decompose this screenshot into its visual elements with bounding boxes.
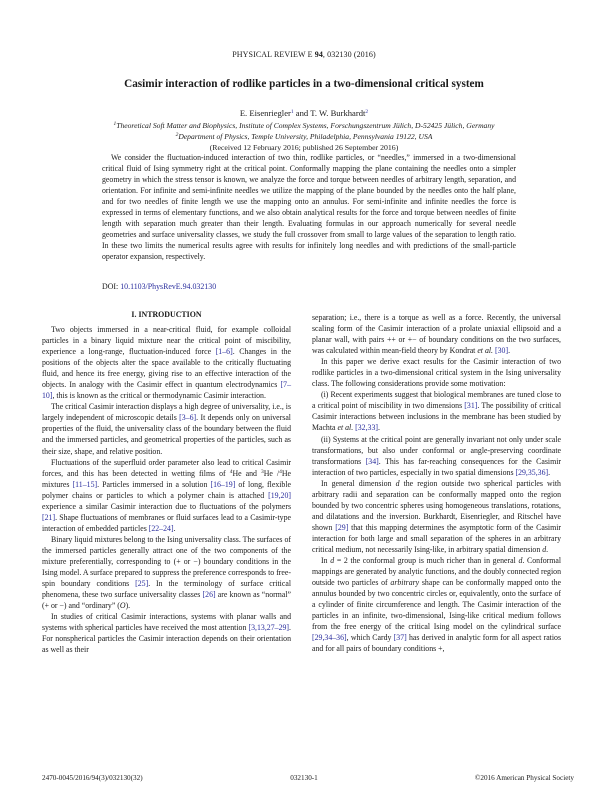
footer-page-number: 032130-1 (290, 774, 318, 782)
paper-title: Casimir interaction of rodlike particles in a two-dimensional critical system (124, 78, 484, 90)
abstract (102, 152, 516, 262)
citation-link[interactable]: [31] (464, 401, 478, 411)
citation-link[interactable]: [32,33] (355, 423, 379, 433)
citation-link[interactable]: [29,35,36] (515, 467, 549, 477)
citation-link[interactable]: [16–19] (210, 479, 236, 489)
citation-link[interactable]: [22–24] (148, 523, 174, 533)
abstract-text: We consider the fluctuation-induced interaction of two thin, rodlike particles, or “needles,” immersed in a two-dimensional critical fluid of Ising symmetry right at the critical point. Conformally mapping the plane containing the needles onto a simpler geometry in which the stress tensor is known, we analyze the force and torque between needles of arbitrary length, separation, and orientation. For infinite and semi-infinite needles we utilize the mapping of the plane bounded by the needles onto the half plane, and for two needles of finite length we use the mapping onto an annulus. For semi-infinite and infinite needles the force is expressed in terms of elementary functions, and we also obtain analytical results for the force and torque between needles of finite length with separation much greater than their length. Evaluating formulas in our approach numerically for several needle geometries and surface universality classes, we study the full crossover from small to large values of the separation to length ratio. In these two limits the numerical results agree with results for infinitely long needles and with predictions of the small-particle operator expansion, respectively. (102, 153, 516, 262)
footer-copyright: ©2016 American Physical Society (474, 774, 574, 782)
citation-link[interactable]: [11–15] (72, 479, 98, 489)
paragraph: (i) Recent experiments suggest that biological membranes are tuned close to a critical point of miscibility in two dimensions [31]. The possibility of critical Casimir interactions between inclusions in the membrane has been studied by Machta et al. [32,33]. (312, 390, 561, 433)
citation-link[interactable]: [19,20] (268, 490, 291, 500)
citation-link[interactable]: [30] (494, 346, 509, 356)
journal-name: PHYSICAL REVIEW E (232, 50, 315, 59)
received-dates: (Received 12 February 2016; published 26 September 2016) (209, 143, 399, 152)
paragraph: (ii) Systems at the critical point are generally invariant not only under scale transformations, but also under conformal or angle-preserving coordinate transformations [34]. This has far-reaching consequences for the Casimir interaction of two particles, especially in two spatial dimensions [29,35,36]. (312, 434, 561, 477)
paragraph: In general dimension d the region outside two spherical particles with arbitrary radii and separation can be conformally mapped onto the region bounded by two concentric spheres using homogeneous translations, rotations, and dilatations and the inversion. Burkhardt, Eisenriegler, and Ritschel have shown [29] that this mapping determines the asymptotic form of the Casimir interaction for both large and small separation of the spheres in an arbitrary critical medium, not necessarily Ising-like, in arbitrary spatial dimension d. (312, 478, 561, 554)
citation-link[interactable]: [1–6] (215, 347, 233, 357)
paragraph: Binary liquid mixtures belong to the Ising universality class. The surfaces of the immersed particles generally attract one of the two components of the mixture preferentially, corresponding to (+ or −) boundary conditions in the Ising model. A surface prepared to suppress the preference corresponds to free-spin boundary conditions [25]. In the terminology of surface critical phenomena, these two surface universality classes [26] are known as “normal” (+ or −) and “ordinary” (O). (42, 534, 291, 611)
citation-link[interactable]: [3,13,27–29] (248, 623, 290, 633)
journal-header (0, 50, 608, 59)
paragraph: In studies of critical Casimir interactions, systems with planar walls and systems with spherical particles have received the most attention [3,13,27–29]. For nonspherical particles the Casimir interaction depends on their orientation as well as their (42, 612, 291, 655)
affiliation (0, 132, 608, 141)
citation-link[interactable]: [7–10] (42, 380, 291, 401)
affiliation (0, 121, 608, 130)
author-connector: and (293, 108, 311, 118)
citation-link[interactable]: [34] (365, 456, 379, 466)
doi (102, 282, 216, 291)
journal-article-info: , 032130 (2016) (322, 50, 376, 59)
paragraph: In this paper we derive exact results for the Casimir interaction of two rodlike particles in a two-dimensional critical system in the Ising universality class. The following considerations provide some motivation: (312, 357, 561, 389)
citation-link[interactable]: [26] (202, 590, 216, 600)
paragraph: separation; i.e., there is a torque as well as a force. Recently, the universal scaling form of the Casimir interaction of a prolate uniaxial ellipsoid and a planar wall, with pairs ++ or +− of boundary conditions on the two surfaces, was calculated within mean-field theory by Kondrat et al. [30]. (312, 313, 561, 356)
affiliation-marker: 2 (175, 132, 179, 138)
author-name: E. Eisenriegler (239, 108, 291, 118)
doi-label: DOI: (102, 282, 121, 291)
citation-link[interactable]: [29] (335, 522, 349, 532)
citation-link[interactable]: [37] (393, 633, 407, 643)
author-name: T. W. Burkhardt (310, 108, 366, 118)
affiliation-marker: 1 (113, 121, 117, 127)
paragraph: In d = 2 the conformal group is much richer than in general d. Conformal mappings are generated by analytic functions, and the doubly connected region outside two particles of arbitrary shape can be conformally mapped onto the annulus bounded by two concentric circles or, equivalently, onto the surface of a cylinder of finite circumference and length. The Casimir interaction of the particles in an infinite, two-dimensional, Ising-like critical medium follows from the free energy of the critical Ising model on the cylindrical surface [29,34–36], which Cardy [37] has derived in analytic form for all aspect ratios and for all pairs of boundary conditions +, (312, 556, 562, 654)
paragraph: The critical Casimir interaction displays a high degree of universality, i.e., is largely independent of microscopic details [3–6]. It depends only on universal properties of the fluid, the universality class of the boundary between the fluid and the immersed particles, and geometrical properties of the particles, such as their size, shape, and relative position. (42, 402, 291, 456)
affiliation-text: Theoretical Soft Matter and Biophysics, Institute of Complex Systems, Forschungszentrum Jülich, D-52425 Jülich, Germany (116, 121, 495, 130)
doi-link[interactable]: 10.1103/PhysRevE.94.032130 (120, 282, 217, 291)
citation-link[interactable]: [3–6] (179, 413, 197, 423)
footer-issn: 2470-0045/2016/94(3)/032130(32) (42, 774, 143, 782)
section-heading: I. INTRODUCTION (131, 310, 202, 319)
citation-link[interactable]: [25] (135, 579, 149, 589)
right-column (312, 312, 561, 654)
citation-link[interactable]: [21] (42, 512, 56, 522)
affiliation-text: Department of Physics, Temple University, Philadelphia, Pennsylvania 19122, USA (178, 132, 433, 141)
paragraph: Fluctuations of the superfluid order parameter also lead to critical Casimir forces, and this has been detected in wetting films of $^4$He and $^3$He /$^4$He mixtures [11–15]. Particles immersed in a solution [16–19] of long, flexible polymer chains or particles to which a polymer chain is attached [19,20] experience a similar Casimir interaction due to fluctuations of the polymers [21]. Shape fluctuations of membranes or fluid surfaces lead to a Casimir-type interaction of embedded particles [22–24]. (42, 457, 292, 533)
citation-link[interactable]: [29,34–36] (312, 633, 347, 643)
affiliation-link[interactable]: 2 (365, 109, 369, 115)
author-list (0, 108, 608, 118)
journal-volume: 94 (314, 50, 323, 59)
paragraph: Two objects immersed in a near-critical fluid, for example colloidal particles in a binary liquid mixture near the critical point of miscibility, experience a long-range, fluctuation-induced force [1–6]. Changes in the positions of the objects alter the space available to the critically fluctuating fluid, and hence its free energy, giving rise to an effective interaction of the objects. In analogy with the Casimir effect in quantum electrodynamics [7–10], this is known as the critical or thermodynamic Casimir interaction. (42, 325, 292, 401)
affiliation-link[interactable]: 1 (290, 109, 294, 115)
left-column (42, 324, 291, 655)
